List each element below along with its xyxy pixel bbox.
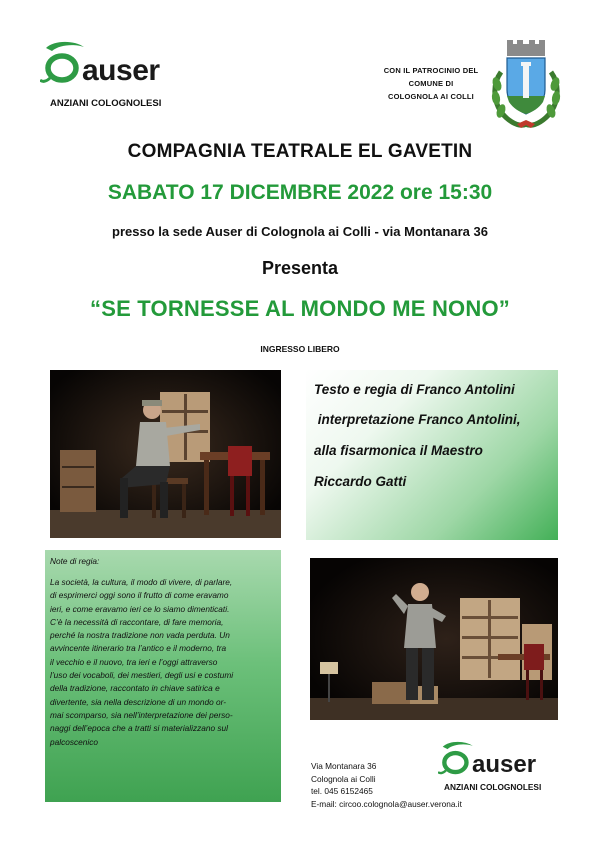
notes-heading: Note di regia: [50,556,100,566]
notes-line: C’è la necessità di raccontare, di fare memoria, [50,616,224,627]
patronage-line-2: COMUNE DI [408,79,454,88]
patronage-line-1: CON IL PATROCINIO DEL [383,66,479,75]
notes-line: mai scomparso, sia nell’interpretazione dei perso- [50,709,233,720]
contact-phone: tel. 045 6152465 [311,786,373,796]
notes-line: avvincente itinerario tra l’antico e il moderno, tra [50,643,227,654]
show-title: “SE TORNESSE AL MONDO ME NONO” [90,296,510,321]
credits-line-1: Testo e regia di Franco Antolini [314,382,515,397]
notes-line: della tradizione, raccontato in chiave satirica e [50,683,220,694]
credits-line-3: alla fisarmonica il Maestro [314,443,483,458]
auser-brand-text: auser [82,54,160,87]
auser-logo-top [40,38,190,116]
director-notes-box [45,550,281,802]
stage-photo-standing [310,558,558,720]
stage-photo-seated [50,370,281,538]
event-date: SABATO 17 DICEMBRE 2022 ore 15:30 [107,181,493,204]
comune-crest-icon [487,38,565,130]
notes-line: naggi dell’epoca che a tratti si materializzano sul [50,723,229,734]
notes-line: divertente, sia nella descrizione di un mondo or- [50,696,227,707]
presenta-label: Presenta [261,258,339,278]
event-venue: presso la sede Auser di Colognola ai Colli - via Montanara 36 [112,224,488,239]
contact-email: E-mail: circoo.colognola@auser.verona.it [311,798,462,809]
contact-street: Via Montanara 36 [311,761,377,771]
entry-label: INGRESSO LIBERO [260,344,340,354]
auser-subtitle: ANZIANI COLOGNOLESI [50,98,162,109]
company-name: COMPAGNIA TEATRALE EL GAVETIN [127,141,473,162]
patronage-text [370,64,492,103]
credits-line-4: Riccardo Gatti [314,474,407,489]
notes-line: ieri, e come eravamo ieri ce lo siamo dimenticati. [50,603,230,614]
credits-box [306,370,558,540]
auser-swoosh-icon [40,38,88,84]
notes-line: perché la nostra tradizione non vada perduta. Un [50,630,230,641]
notes-body [50,576,278,749]
notes-line: palcoscenico [50,736,98,747]
notes-line: l’uso dei vocaboli, dei mestieri, degli usi e costumi [50,670,234,681]
credits-line-2: interpretazione Franco Antolini, [314,412,521,427]
notes-line: di esprimerci oggi sono il frutto di come eravamo [50,590,229,601]
notes-line: La società, la cultura, il modo di vivere, di parlare, [50,577,233,587]
auser-subtitle: ANZIANI COLOGNOLESI [444,782,542,792]
auser-logo-bottom [438,738,568,798]
patronage-line-3: COLOGNOLA AI COLLI [388,92,474,101]
notes-line: il vecchio e il nuovo, tra ieri e l’oggi attraverso [50,656,218,667]
contact-city: Colognola ai Colli [311,773,376,784]
auser-swoosh-icon [438,738,476,776]
auser-brand-text: auser [472,751,537,778]
